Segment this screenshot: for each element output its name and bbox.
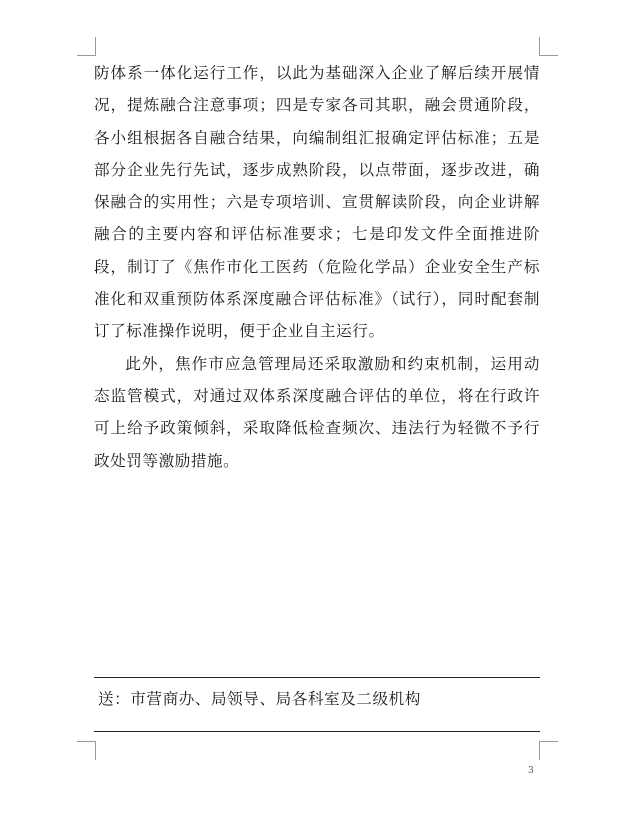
distribution-top-rule xyxy=(94,677,540,678)
page-number: 3 xyxy=(528,766,534,776)
crop-mark-top-right xyxy=(539,37,558,56)
distribution-bottom-rule xyxy=(94,731,540,732)
crop-mark-bottom-left xyxy=(77,741,96,760)
distribution-list: 送：市营商办、局领导、局各科室及二级机构 xyxy=(98,690,421,708)
crop-mark-top-left xyxy=(77,37,96,56)
crop-mark-bottom-right xyxy=(539,741,558,760)
paragraph: 此外，焦作市应急管理局还采取激励和约束机制，运用动态监管模式，对通过双体系深度融合评估的单位，将在行政许可上给予政策倾斜，采取降低检查频次、违法行为轻微不予行政处罚等激励措施。 xyxy=(94,354,540,470)
paragraph: 防体系一体化运行工作，以此为基础深入企业了解后续开展情况，提炼融合注意事项；四是专家各司其职，融会贯通阶段，各小组根据各自融合结果，向编制组汇报确定评估标准；五是部分企业先行先试，逐步成熟阶段，以点带面，逐步改进，确保融合的实用性；六是专项培训、宣贯解读阶段，向企业讲解融合的主要内容和评估标准要求；七是印发文件全面推进阶段，制订了《焦作市化工医药（危险化学品）企业安全生产标准化和双重预防体系深度融合评估标准》（试行），同时配套制订了标准操作说明，便于企业自主运行。 xyxy=(94,64,540,341)
document-body xyxy=(94,57,540,477)
